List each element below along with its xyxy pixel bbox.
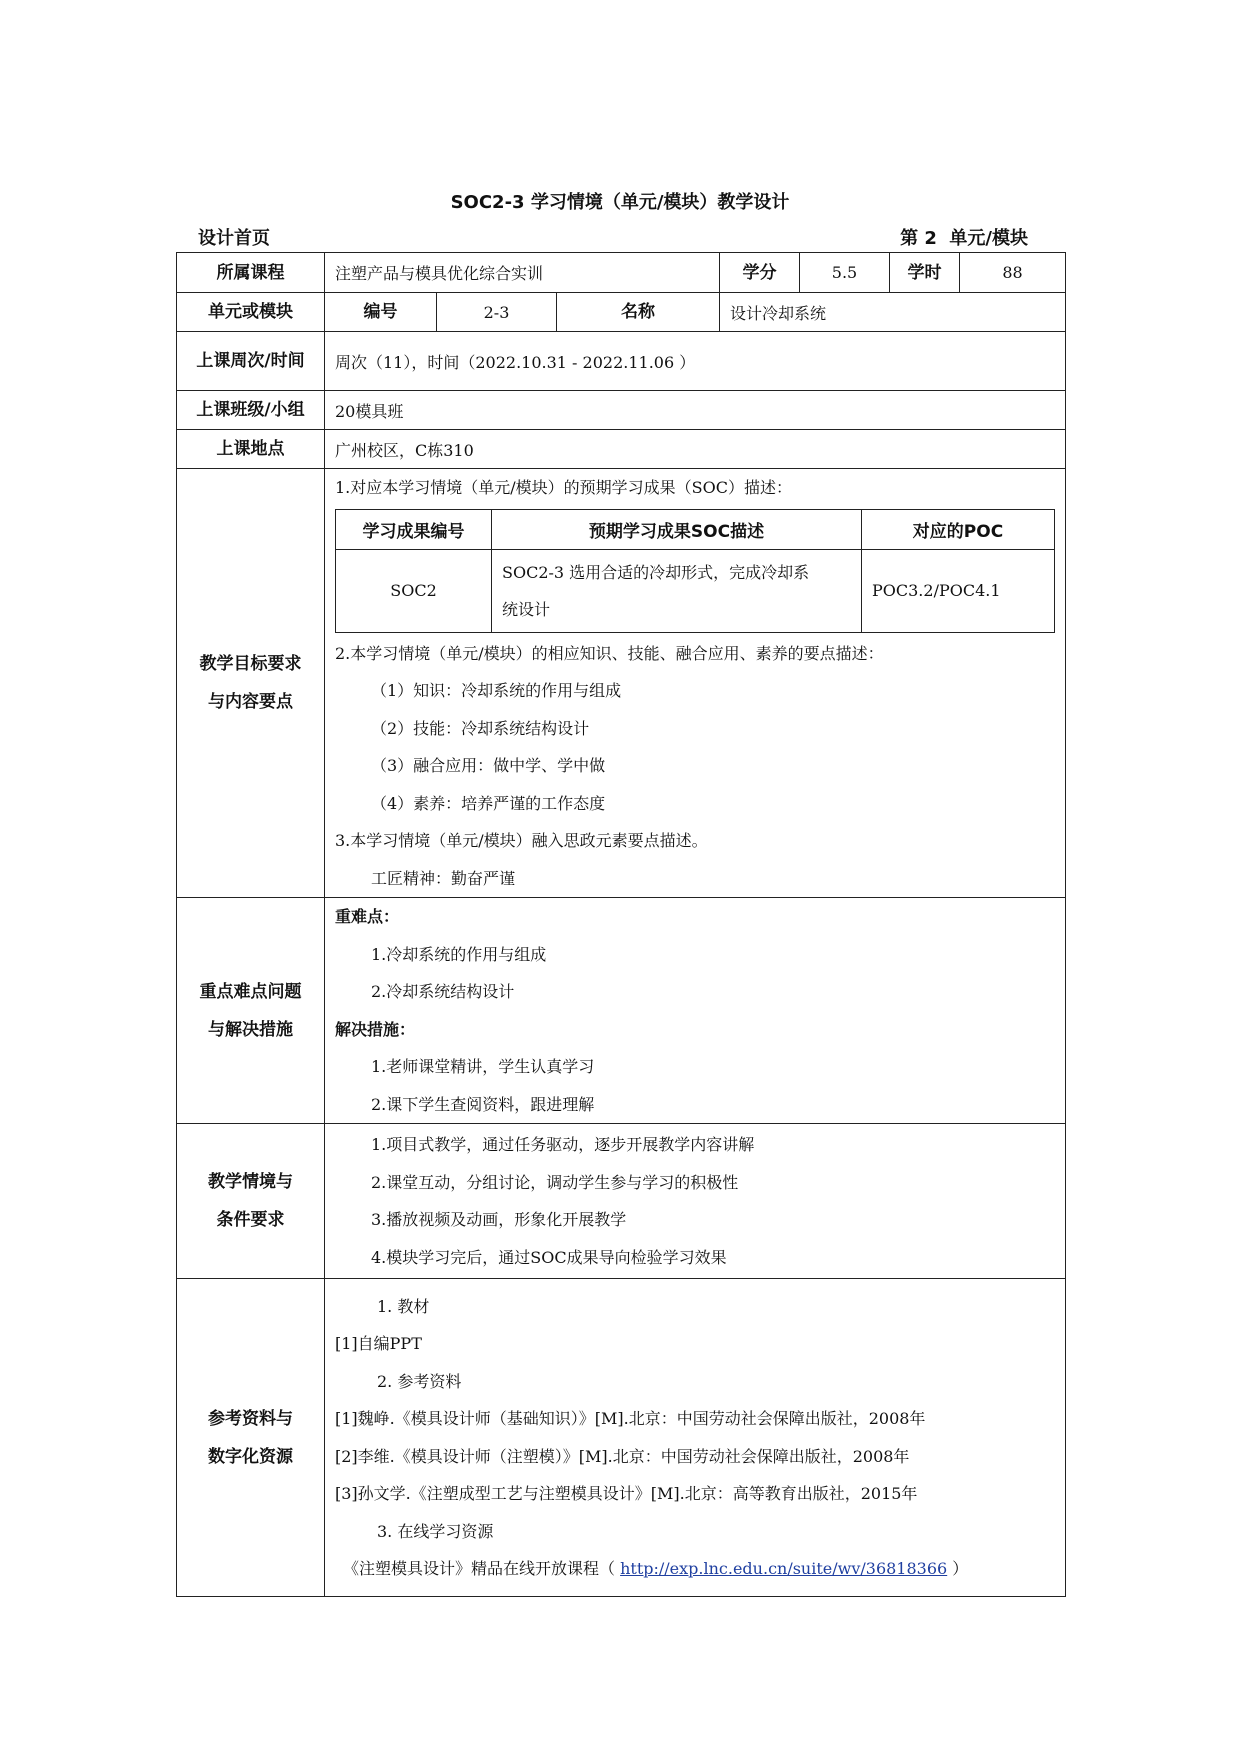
location-label: 上课地点 bbox=[177, 430, 325, 469]
online-suffix: ） bbox=[947, 1559, 969, 1578]
design-home-label: 设计首页 bbox=[198, 228, 270, 249]
point-skill: （2）技能：冷却系统结构设计 bbox=[371, 718, 590, 738]
online-course-line bbox=[335, 1550, 1061, 1588]
solution-item: 1.老师课堂精讲，学生认真学习 bbox=[371, 1057, 595, 1076]
soc-header-poc: 对应的POC bbox=[862, 509, 1055, 549]
references-label bbox=[177, 1279, 325, 1597]
schedule-label: 上课周次/时间 bbox=[177, 332, 325, 391]
ideology-title: 3.本学习情境（单元/模块）融入思政元素要点描述。 bbox=[335, 831, 708, 850]
point-application: （3）融合应用：做中学、学中做 bbox=[371, 756, 606, 775]
unit-number-value: 2-3 bbox=[437, 293, 557, 332]
condition-item: 2.课堂互动，分组讨论，调动学生参与学习的积极性 bbox=[371, 1172, 739, 1192]
objectives-row bbox=[177, 469, 1066, 898]
online-title: 3. 在线学习资源 bbox=[377, 1521, 494, 1541]
soc-desc-line1: SOC2-3 选用合适的冷却形式，完成冷却系 bbox=[502, 562, 810, 582]
objectives-intro: 1.对应本学习情境（单元/模块）的预期学习成果（SOC）描述： bbox=[335, 478, 792, 497]
unit-number-label: 编号 bbox=[325, 293, 437, 332]
solution-item: 2.课下学生查阅资料，跟进理解 bbox=[371, 1094, 595, 1114]
condition-item: 4.模块学习完后，通过SOC成果导向检验学习效果 bbox=[371, 1247, 727, 1267]
unit-name-label: 名称 bbox=[557, 293, 720, 332]
conditions-label-line1: 教学情境与 bbox=[208, 1172, 293, 1192]
soc-id: SOC2 bbox=[336, 549, 492, 632]
objectives-label-line1: 教学目标要求 bbox=[199, 654, 302, 674]
difficulties-label-line1: 重点难点问题 bbox=[199, 981, 302, 1002]
difficulties-row bbox=[177, 898, 1066, 1124]
unit-label: 单元或模块 bbox=[177, 293, 325, 332]
ref-item: [1]魏峥.《模具设计师（基础知识）》[M].北京：中国劳动社会保障出版社，2008年 bbox=[335, 1409, 926, 1428]
unit-name-value: 设计冷却系统 bbox=[720, 293, 1066, 332]
soc-header-id: 学习成果编号 bbox=[336, 509, 492, 549]
conditions-label-line2: 条件要求 bbox=[216, 1210, 285, 1230]
objectives-label bbox=[177, 469, 325, 898]
difficulties-label bbox=[177, 898, 325, 1124]
conditions-content bbox=[325, 1124, 1066, 1279]
hours-value: 88 bbox=[960, 253, 1066, 293]
point-knowledge: （1）知识：冷却系统的作用与组成 bbox=[371, 681, 622, 700]
credit-label: 学分 bbox=[720, 253, 800, 293]
points-title: 2.本学习情境（单元/模块）的相应知识、技能、融合应用、素养的要点描述： bbox=[335, 643, 884, 663]
online-prefix: 《注塑模具设计》精品在线开放课程（ bbox=[343, 1559, 621, 1578]
unit-row bbox=[177, 293, 1066, 332]
solution-title: 解决措施： bbox=[335, 1019, 416, 1039]
point-literacy: （4）素养：培养严谨的工作态度 bbox=[371, 793, 606, 813]
key-item: 1.冷却系统的作用与组成 bbox=[371, 944, 547, 964]
course-label: 所属课程 bbox=[177, 253, 325, 293]
page-title: SOC2-3 学习情境（单元/模块）教学设计 bbox=[450, 192, 790, 213]
references-label-line1: 参考资料与 bbox=[208, 1408, 293, 1429]
references-content bbox=[325, 1279, 1066, 1597]
condition-item: 3.播放视频及动画，形象化开展教学 bbox=[371, 1210, 627, 1229]
course-value: 注塑产品与模具优化综合实训 bbox=[325, 253, 720, 293]
textbook-item: [1]自编PPT bbox=[335, 1334, 422, 1353]
difficulties-content bbox=[325, 898, 1066, 1124]
credit-value: 5.5 bbox=[800, 253, 890, 293]
ref-item: [2]李维.《模具设计师（注塑模）》[M].北京：中国劳动社会保障出版社，2008年 bbox=[335, 1446, 910, 1466]
schedule-row bbox=[177, 332, 1066, 391]
objectives-label-line2: 与内容要点 bbox=[208, 692, 293, 712]
hours-label: 学时 bbox=[890, 253, 960, 293]
conditions-label bbox=[177, 1124, 325, 1279]
difficulties-label-line2: 与解决措施 bbox=[208, 1019, 293, 1040]
conditions-row bbox=[177, 1124, 1066, 1279]
location-row bbox=[177, 430, 1066, 469]
class-label: 上课班级/小组 bbox=[177, 391, 325, 430]
unit-number-label: 第 2 单元/模块 bbox=[900, 228, 1028, 249]
references-label-line2: 数字化资源 bbox=[208, 1446, 293, 1467]
references-row bbox=[177, 1279, 1066, 1597]
class-row bbox=[177, 391, 1066, 430]
ref-item: [3]孙文学.《注塑成型工艺与注塑模具设计》[M].北京：高等教育出版社，2015年 bbox=[335, 1484, 918, 1503]
ideology-value: 工匠精神：勤奋严谨 bbox=[371, 868, 516, 888]
soc-poc: POC3.2/POC4.1 bbox=[862, 549, 1055, 632]
online-course-link[interactable]: http://exp.lnc.edu.cn/suite/wv/36818366 bbox=[620, 1559, 948, 1578]
ref-title: 2. 参考资料 bbox=[377, 1371, 462, 1391]
condition-item: 1.项目式教学，通过任务驱动，逐步开展教学内容讲解 bbox=[371, 1135, 755, 1154]
schedule-value: 周次（11），时间（2022.10.31 - 2022.11.06 ） bbox=[325, 332, 1066, 391]
key-title: 重难点： bbox=[335, 907, 400, 926]
soc-row bbox=[336, 549, 1055, 632]
soc-desc bbox=[492, 549, 862, 632]
soc-header-desc: 预期学习成果SOC描述 bbox=[492, 509, 862, 549]
location-value: 广州校区，C栋310 bbox=[325, 430, 1066, 469]
class-value: 20模具班 bbox=[325, 391, 1066, 430]
objectives-content bbox=[325, 469, 1066, 898]
soc-table bbox=[335, 509, 1055, 633]
key-item: 2.冷却系统结构设计 bbox=[371, 982, 515, 1001]
soc-desc-line2: 统设计 bbox=[502, 599, 551, 619]
course-row bbox=[177, 253, 1066, 293]
textbook-title: 1. 教材 bbox=[377, 1296, 430, 1316]
design-table bbox=[176, 252, 1066, 1597]
